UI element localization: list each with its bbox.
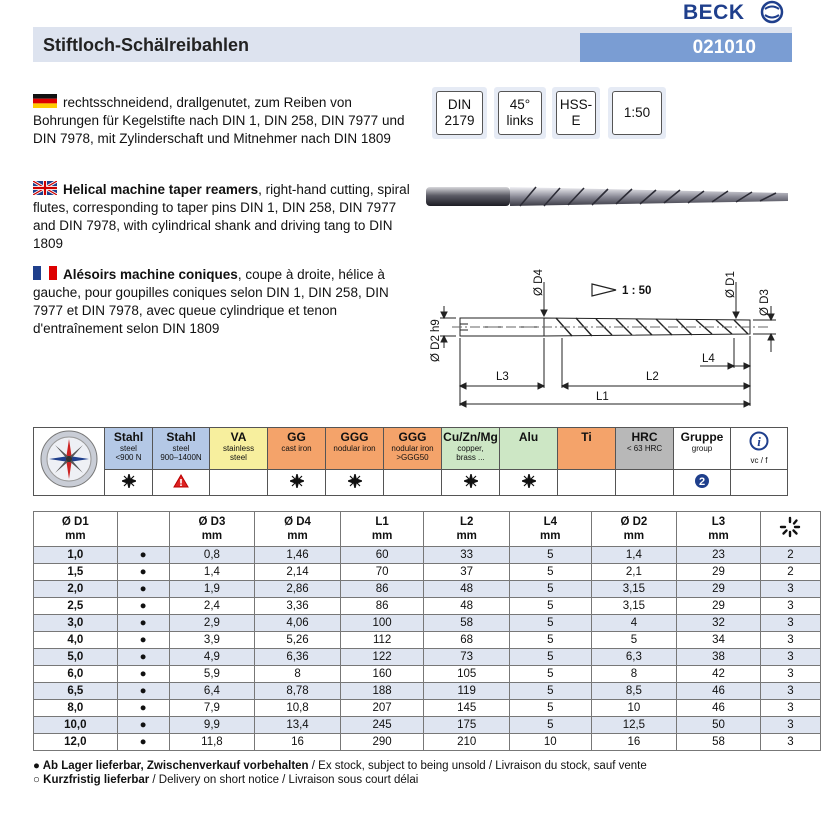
table-cell: 1,0	[34, 547, 118, 564]
description-german-text: rechtsschneidend, drallgenutet, zum Reiben von Bohrungen für Kegelstifte nach DIN 1, DIN 258, DIN 7977 und DIN 7978, mit Zylinderschaft und Mitnehmer nach DIN 1809	[33, 95, 405, 146]
table-cell: 2,4	[169, 598, 255, 615]
material-name: Gruppe	[680, 430, 724, 444]
table-cell: 12,0	[34, 734, 118, 751]
page-title: Stiftloch-Schälreibahlen	[43, 35, 250, 55]
table-cell: 29	[677, 564, 761, 581]
column-header	[255, 512, 341, 547]
table-cell: 0,8	[169, 547, 255, 564]
table-cell: 2,5	[34, 598, 118, 615]
table-cell: 10	[509, 734, 591, 751]
column-header-label: L4	[543, 516, 557, 528]
table-cell: 105	[424, 666, 510, 683]
table-row	[34, 683, 821, 700]
info-icon	[749, 431, 769, 451]
material-header	[674, 428, 731, 470]
table-cell: 6,36	[255, 649, 341, 666]
footnote-short-text: / Delivery on short notice / Livraison sous court délai	[149, 774, 419, 786]
column-header-unit: mm	[456, 530, 477, 542]
availability-dot: ●	[117, 683, 169, 700]
table-cell: 6,4	[169, 683, 255, 700]
spec-line: links	[506, 113, 534, 128]
table-cell: 5,0	[34, 649, 118, 666]
table-cell: 42	[677, 666, 761, 683]
description-french-text: , coupe à droite, hélice à gauche, pour goupilles coniques selon DIN 1, DIN 258, DIN 7977 et DIN 7978, avec queue cylindrique et tenon d'entraînement selon DIN 1809	[33, 267, 389, 336]
svg-text:i: i	[757, 434, 761, 449]
table-cell: 5	[509, 564, 591, 581]
material-header	[616, 428, 674, 470]
column-header-unit: mm	[623, 530, 645, 542]
spec-line: E	[571, 113, 581, 128]
material-sub: copper,	[457, 444, 484, 453]
d1-label: Ø D1	[725, 271, 737, 298]
material-header	[268, 428, 326, 470]
d2-label: Ø D2 h9	[430, 319, 442, 362]
column-header-label: L3	[711, 516, 726, 528]
l3-label: L3	[496, 371, 509, 383]
table-cell: 7,9	[169, 700, 255, 717]
table-cell: 3	[760, 649, 820, 666]
brand-logo	[683, 0, 793, 24]
table-cell: 60	[340, 547, 424, 564]
l1-label: L1	[596, 391, 609, 403]
table-cell: 70	[340, 564, 424, 581]
column-header-label: Ø D3	[198, 516, 226, 528]
table-cell: 11,8	[169, 734, 255, 751]
column-header-unit: mm	[287, 530, 308, 542]
availability-dot: ●	[117, 666, 169, 683]
column-header	[760, 512, 820, 547]
material-name: Cu/Zn/Mg	[443, 430, 498, 444]
column-header	[117, 512, 169, 547]
spec-box-helix	[494, 87, 546, 139]
spec-line: HSS-	[559, 97, 593, 112]
brand-name: BECK	[683, 1, 745, 24]
table-row	[34, 734, 821, 751]
material-suitability-cell	[153, 469, 210, 495]
table-cell: 6,0	[34, 666, 118, 683]
brand-emblem-icon	[759, 0, 785, 24]
table-cell: 3	[760, 581, 820, 598]
dimensions-table	[33, 511, 821, 751]
table-cell: 5	[509, 683, 591, 700]
material-header	[442, 428, 500, 470]
footnote-stock-bold: ● Ab Lager lieferbar, Zwischenverkauf vorbehalten	[33, 760, 309, 772]
table-cell: 58	[677, 734, 761, 751]
description-french-lead: Alésoirs machine coniques	[63, 267, 238, 282]
suitable-star-icon	[348, 474, 362, 488]
material-sub: 900–1400N	[160, 453, 202, 462]
material-suitability-cell	[674, 469, 731, 495]
table-cell: 4,06	[255, 615, 341, 632]
table-cell: 112	[340, 632, 424, 649]
table-cell: 5	[509, 666, 591, 683]
table-cell: 4,9	[169, 649, 255, 666]
material-header	[210, 428, 268, 470]
column-header-unit: mm	[65, 530, 86, 542]
material-header	[384, 428, 442, 470]
table-cell: 13,4	[255, 717, 341, 734]
table-cell: 3	[760, 615, 820, 632]
suitable-star-icon	[522, 474, 536, 488]
column-header	[169, 512, 255, 547]
table-cell: 3	[760, 734, 820, 751]
material-sub: group	[691, 444, 713, 453]
column-header-label: Ø D4	[284, 516, 311, 528]
availability-dot: ●	[117, 581, 169, 598]
footnote-stock-text: / Ex stock, subject to being unsold / Livraison du stock, sauf vente	[308, 760, 647, 772]
material-sub: cast iron	[281, 444, 312, 453]
spec-box-taper	[608, 87, 666, 139]
material-header	[105, 428, 153, 470]
table-cell: 3,15	[591, 598, 677, 615]
material-suitability-cell	[731, 469, 788, 495]
table-cell: 4,0	[34, 632, 118, 649]
table-cell: 48	[424, 581, 510, 598]
table-cell: 37	[424, 564, 510, 581]
spec-line: 45°	[509, 97, 531, 112]
table-cell: 6,5	[34, 683, 118, 700]
table-cell: 2	[760, 564, 820, 581]
table-row	[34, 649, 821, 666]
availability-dot: ●	[117, 734, 169, 751]
column-header	[340, 512, 424, 547]
material-sub: < 63 HRC	[626, 444, 663, 453]
table-cell: 50	[677, 717, 761, 734]
article-number: 021010	[692, 37, 756, 58]
table-cell: 5	[509, 615, 591, 632]
material-sub: steel	[120, 444, 137, 453]
column-header	[591, 512, 677, 547]
compass-cell	[34, 428, 105, 496]
table-cell: 3	[760, 717, 820, 734]
material-header	[558, 428, 616, 470]
spec-line: DIN	[447, 97, 472, 112]
availability-dot: ●	[117, 598, 169, 615]
group-number: 2	[698, 475, 706, 488]
column-header	[509, 512, 591, 547]
material-name: Stahl	[113, 430, 144, 444]
uk-flag-icon	[33, 181, 57, 195]
table-row	[34, 717, 821, 734]
table-row	[34, 598, 821, 615]
table-cell: 119	[424, 683, 510, 700]
table-cell: 188	[340, 683, 424, 700]
column-header-label: L1	[375, 516, 389, 528]
availability-dot: ●	[117, 547, 169, 564]
table-cell: 3	[760, 598, 820, 615]
table-cell: 3	[760, 683, 820, 700]
table-cell: 1,4	[169, 564, 255, 581]
table-cell: 2	[760, 547, 820, 564]
french-flag-icon	[33, 266, 57, 280]
table-cell: 3,0	[34, 615, 118, 632]
taper-label: 1 : 50	[622, 285, 652, 297]
table-cell: 6,3	[591, 649, 677, 666]
table-cell: 48	[424, 598, 510, 615]
table-cell: 3	[760, 700, 820, 717]
table-cell: 9,9	[169, 717, 255, 734]
table-cell: 5	[509, 598, 591, 615]
material-sub: >GGG50	[396, 453, 429, 462]
l4-label: L4	[702, 353, 715, 365]
material-name: HRC	[631, 430, 658, 444]
table-cell: 33	[424, 547, 510, 564]
table-cell: 5	[509, 581, 591, 598]
table-cell: 86	[340, 598, 424, 615]
description-english	[33, 181, 413, 253]
column-header-unit: mm	[371, 530, 393, 542]
material-sub: steel	[172, 444, 190, 453]
table-cell: 5	[591, 632, 677, 649]
table-cell: 2,86	[255, 581, 341, 598]
column-header	[677, 512, 761, 547]
table-cell: 3,36	[255, 598, 341, 615]
material-suitability-cell	[442, 469, 500, 495]
table-cell: 58	[424, 615, 510, 632]
table-cell: 5	[509, 700, 591, 717]
table-cell: 3,15	[591, 581, 677, 598]
material-name: Ti	[581, 430, 592, 444]
table-cell: 1,9	[169, 581, 255, 598]
description-french	[33, 266, 413, 338]
table-cell: 10,0	[34, 717, 118, 734]
table-cell: 68	[424, 632, 510, 649]
table-row	[34, 666, 821, 683]
material-header	[326, 428, 384, 470]
column-header-label: Ø D2	[620, 516, 648, 528]
material-name: VA	[230, 430, 247, 444]
table-row	[34, 700, 821, 717]
d3-label: Ø D3	[759, 289, 771, 316]
suitable-star-icon	[464, 474, 478, 488]
material-sub: brass ...	[456, 453, 485, 462]
table-cell: 10	[591, 700, 677, 717]
table-cell: 2,1	[591, 564, 677, 581]
suitable-star-icon	[122, 474, 136, 488]
table-cell: 245	[340, 717, 424, 734]
table-row	[34, 581, 821, 598]
table-cell: 4	[591, 615, 677, 632]
table-cell: 10,8	[255, 700, 341, 717]
table-cell: 5,9	[169, 666, 255, 683]
table-cell: 2,9	[169, 615, 255, 632]
material-suitability-cell	[384, 469, 442, 495]
description-english-lead: Helical machine taper reamers	[63, 182, 259, 197]
material-name: GG	[287, 430, 306, 444]
footnote-short-bold: ○ Kurzfristig lieferbar	[33, 774, 150, 786]
availability-dot: ●	[117, 564, 169, 581]
table-cell: 32	[677, 615, 761, 632]
material-suitability-cell	[616, 469, 674, 495]
table-cell: 210	[424, 734, 510, 751]
material-sub: <900 N	[115, 453, 142, 462]
table-cell: 5,26	[255, 632, 341, 649]
table-cell: 73	[424, 649, 510, 666]
spec-box-din	[432, 87, 487, 139]
table-cell: 3	[760, 666, 820, 683]
table-cell: 145	[424, 700, 510, 717]
material-sub: nodular iron	[391, 444, 434, 453]
table-row	[34, 547, 821, 564]
column-header	[424, 512, 510, 547]
material-name: Alu	[518, 430, 539, 444]
table-cell: 5	[509, 649, 591, 666]
table-row	[34, 615, 821, 632]
table-cell: 122	[340, 649, 424, 666]
material-suitability-cell	[268, 469, 326, 495]
material-table	[33, 427, 788, 496]
german-flag-icon	[33, 94, 57, 108]
column-header-label: L2	[459, 516, 474, 528]
group-badge	[694, 473, 710, 489]
compass-icon	[37, 428, 101, 490]
table-cell: 3	[760, 632, 820, 649]
description-german	[33, 94, 413, 148]
table-cell: 46	[677, 683, 761, 700]
table-cell: 8	[591, 666, 677, 683]
table-cell: 38	[677, 649, 761, 666]
table-cell: 100	[340, 615, 424, 632]
material-name: GGG	[340, 430, 369, 444]
material-header	[153, 428, 210, 470]
info-label: vc / f	[750, 456, 768, 465]
technical-drawing	[416, 262, 796, 410]
table-cell: 3,9	[169, 632, 255, 649]
footnote-stock	[33, 759, 647, 773]
table-cell: 1,4	[591, 547, 677, 564]
table-row	[34, 632, 821, 649]
table-cell: 8	[255, 666, 341, 683]
table-cell: 8,78	[255, 683, 341, 700]
d4-label: Ø D4	[533, 269, 545, 296]
table-cell: 8,5	[591, 683, 677, 700]
material-sub: steel	[230, 453, 247, 462]
table-cell: 2,0	[34, 581, 118, 598]
table-cell: 2,14	[255, 564, 341, 581]
table-cell: 29	[677, 581, 761, 598]
material-name: GGG	[398, 430, 427, 444]
column-header-label: Ø D1	[61, 516, 89, 528]
article-number-box	[580, 33, 792, 62]
table-cell: 46	[677, 700, 761, 717]
material-suitability-cell	[105, 469, 153, 495]
availability-dot: ●	[117, 649, 169, 666]
table-cell: 23	[677, 547, 761, 564]
table-cell: 34	[677, 632, 761, 649]
table-cell: 12,5	[591, 717, 677, 734]
column-header-unit: mm	[201, 530, 223, 542]
material-suitability-cell	[326, 469, 384, 495]
availability-dot: ●	[117, 700, 169, 717]
flutes-icon	[779, 516, 801, 538]
availability-dot: ●	[117, 632, 169, 649]
description-english-text: , right-hand cutting, spiral flutes, corresponding to taper pins DIN 1, DIN 258, DIN 7977 and DIN 7978, with cylindrical shank and driving tang to DIN 1809	[33, 182, 410, 251]
table-cell: 5	[509, 632, 591, 649]
material-suitability-cell	[558, 469, 616, 495]
reamer-photo	[424, 176, 790, 218]
footnote-short-notice	[33, 773, 418, 787]
material-suitability-cell	[500, 469, 558, 495]
table-cell: 175	[424, 717, 510, 734]
material-name: Stahl	[166, 430, 196, 444]
table-cell: 1,46	[255, 547, 341, 564]
warning-icon	[173, 474, 189, 488]
table-cell: 1,5	[34, 564, 118, 581]
spec-line: 1:50	[623, 105, 651, 120]
table-cell: 16	[255, 734, 341, 751]
table-row	[34, 564, 821, 581]
availability-dot: ●	[117, 615, 169, 632]
l2-label: L2	[646, 371, 659, 383]
spec-box-material	[552, 87, 600, 139]
material-header	[500, 428, 558, 470]
suitable-star-icon	[290, 474, 304, 488]
table-cell: 86	[340, 581, 424, 598]
material-sub: nodular iron	[333, 444, 376, 453]
column-header-unit: mm	[540, 530, 561, 542]
table-cell: 160	[340, 666, 424, 683]
table-cell: 5	[509, 547, 591, 564]
table-cell: 290	[340, 734, 424, 751]
info-header	[731, 428, 788, 470]
table-cell: 207	[340, 700, 424, 717]
material-suitability-cell	[210, 469, 268, 495]
column-header	[34, 512, 118, 547]
table-cell: 8,0	[34, 700, 118, 717]
availability-dot: ●	[117, 717, 169, 734]
table-cell: 16	[591, 734, 677, 751]
column-header-unit: mm	[708, 530, 729, 542]
material-sub: stainless	[222, 444, 255, 453]
table-cell: 5	[509, 717, 591, 734]
spec-line: 2179	[444, 113, 475, 128]
table-cell: 29	[677, 598, 761, 615]
